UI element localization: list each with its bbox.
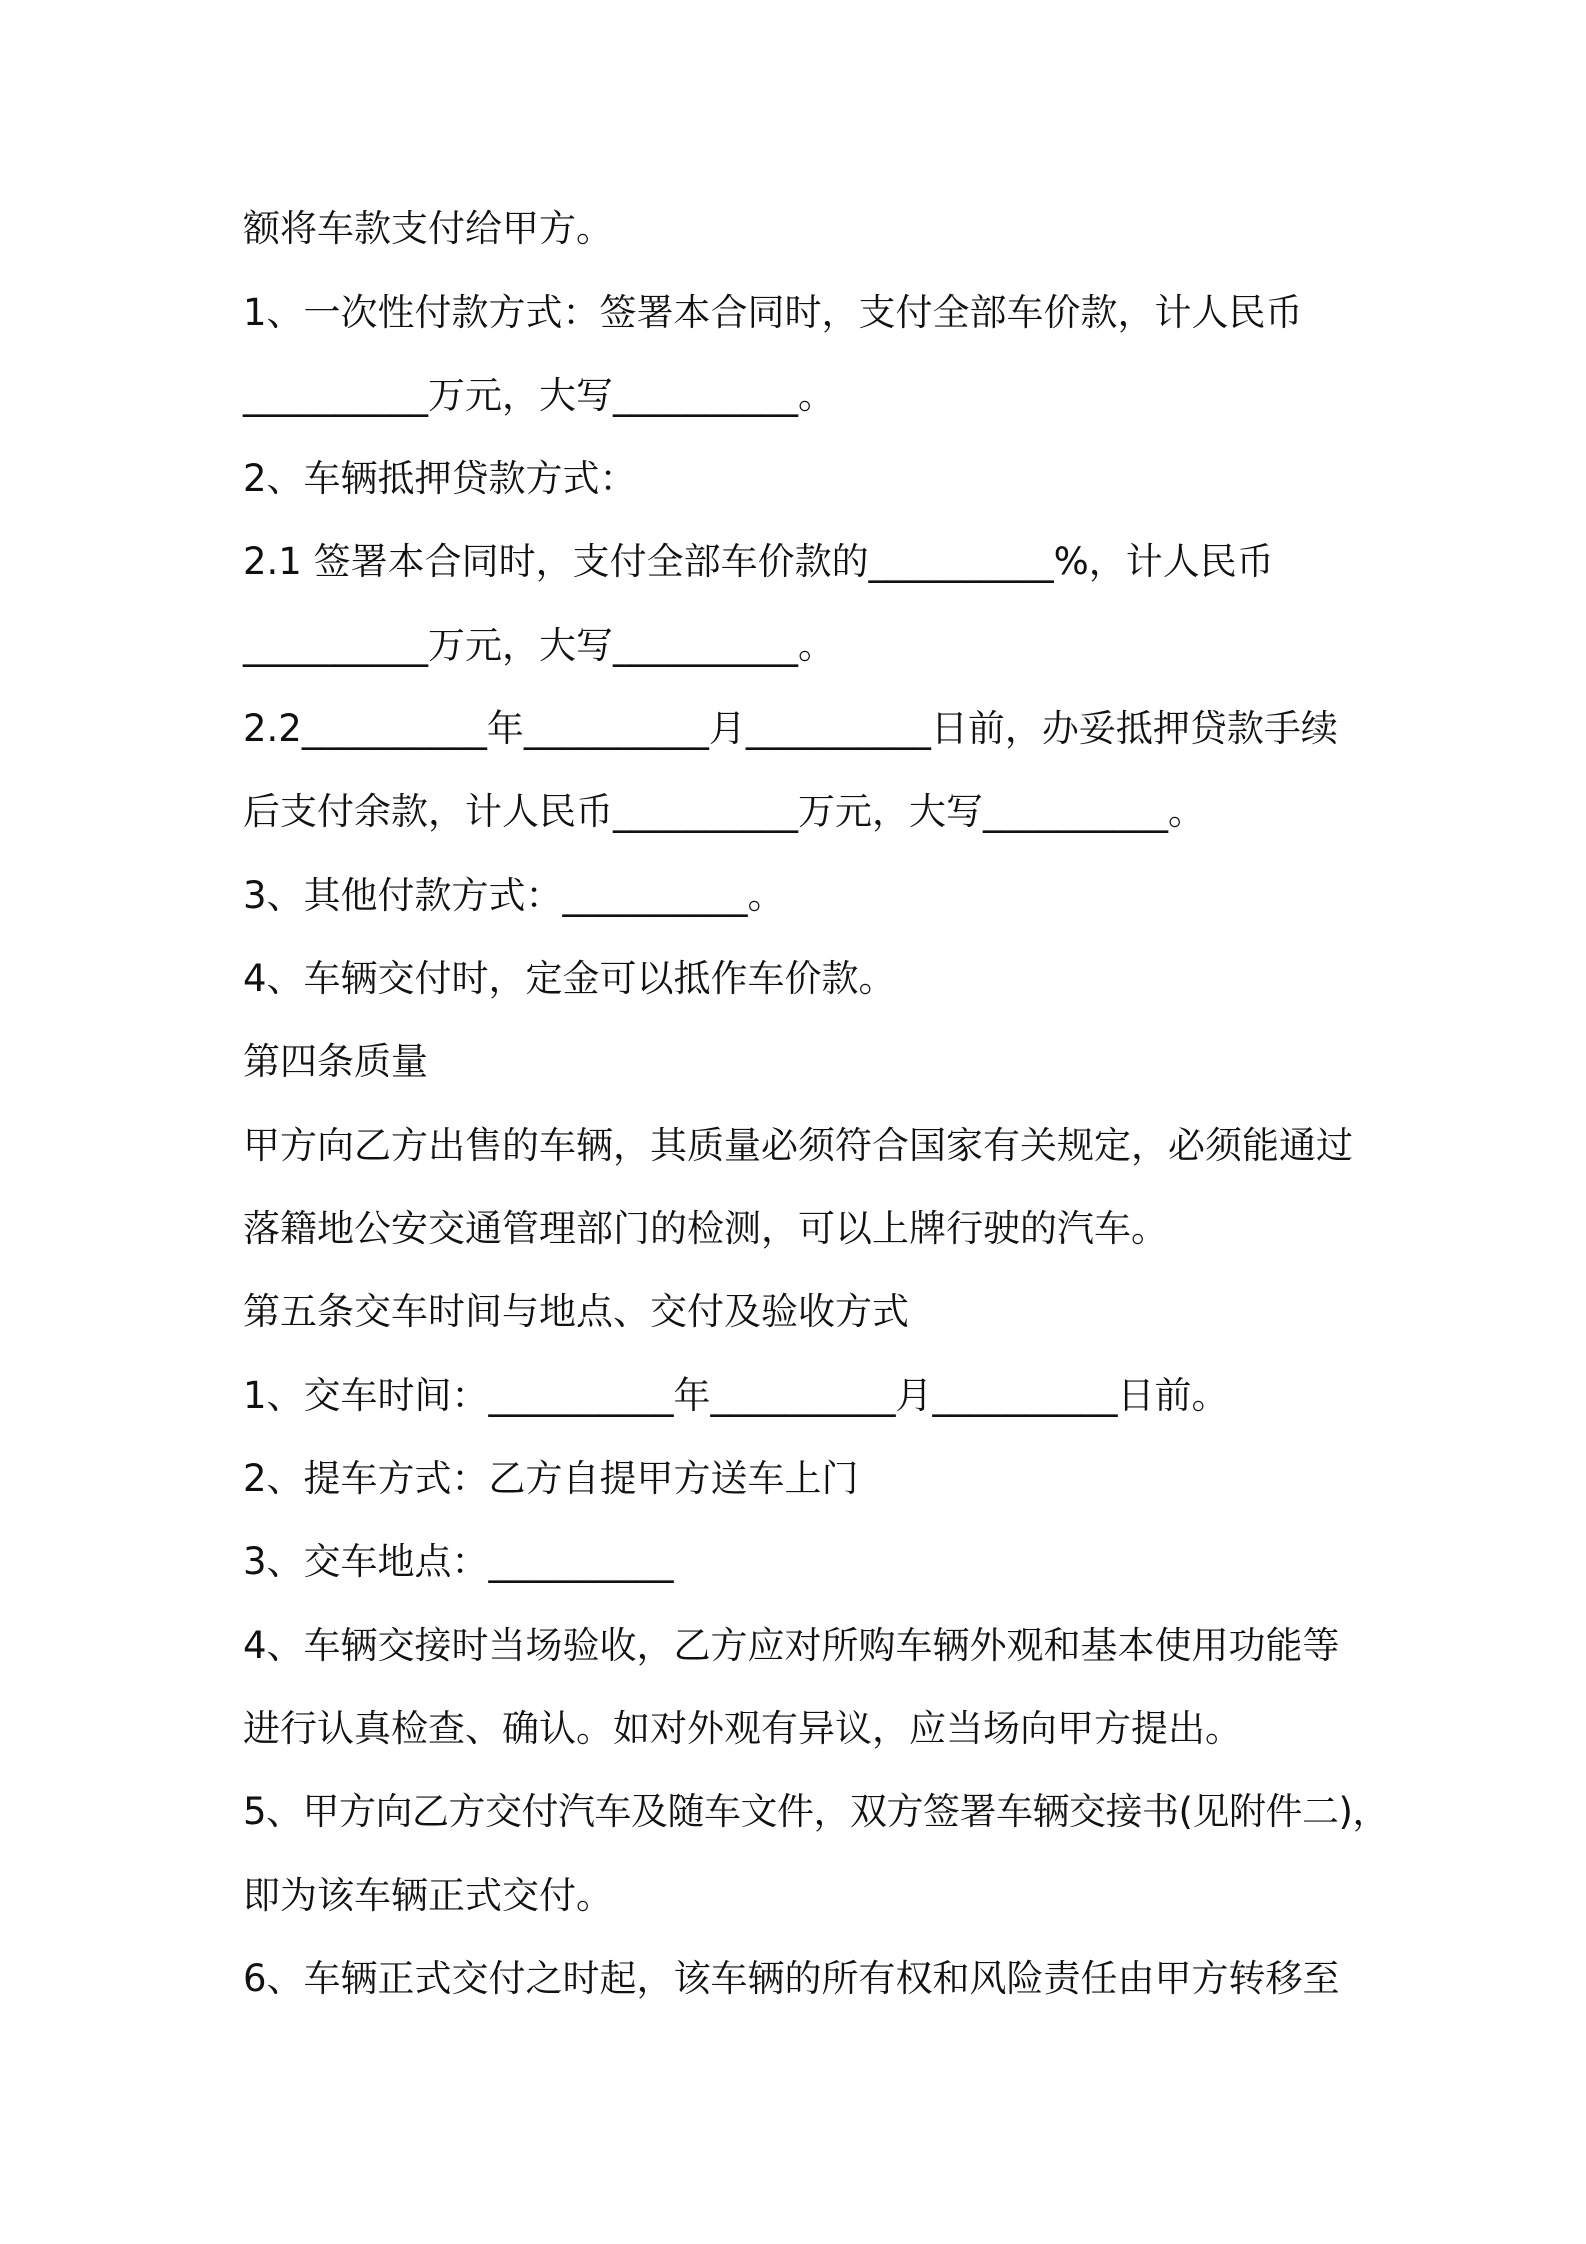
paragraph-line: 进行认真检查、确认。如对外观有异议，应当场向甲方提出。: [243, 1707, 1242, 1750]
paragraph-line: 后支付余款，计人民币__________万元，大写__________。: [243, 790, 1205, 833]
paragraph-line: 甲方向乙方出售的车辆，其质量必须符合国家有关规定，必须能通过: [243, 1124, 1353, 1167]
paragraph-line: __________万元，大写__________。: [243, 624, 835, 667]
paragraph-line: 即为该车辆正式交付。: [243, 1874, 613, 1917]
paragraph-line: 6、车辆正式交付之时起，该车辆的所有权和风险责任由甲方转移至: [243, 1957, 1340, 2000]
paragraph-line: 2.1 签署本合同时，支付全部车价款的__________%，计人民币: [243, 540, 1274, 583]
paragraph-line: 1、交车时间：__________年__________月__________日前。: [243, 1374, 1229, 1417]
paragraph-line: 落籍地公安交通管理部门的检测，可以上牌行驶的汽车。: [243, 1207, 1168, 1250]
paragraph-line: 5、甲方向乙方交付汽车及随车文件，双方签署车辆交接书(见附件二)，: [243, 1790, 1389, 1833]
section-heading: 第四条质量: [243, 1040, 428, 1083]
paragraph-line: 2、提车方式：乙方自提甲方送车上门: [243, 1457, 859, 1500]
paragraph-line: 4、车辆交接时当场验收，乙方应对所购车辆外观和基本使用功能等: [243, 1624, 1340, 1667]
paragraph-line: 2、车辆抵押贷款方式：: [243, 457, 637, 500]
paragraph-line: 4、车辆交付时，定金可以抵作车价款。: [243, 957, 896, 1000]
paragraph-line: 3、其他付款方式：__________。: [243, 874, 785, 917]
paragraph-line: 2.2__________年__________月__________日前，办妥抵押贷款手续: [243, 707, 1338, 750]
paragraph-line: __________万元，大写__________。: [243, 374, 835, 417]
paragraph-line: 3、交车地点：__________: [243, 1540, 674, 1583]
paragraph-line: 额将车款支付给甲方。: [243, 207, 613, 250]
paragraph-line: 1、一次性付款方式：签署本合同时，支付全部车价款，计人民币: [243, 291, 1303, 334]
section-heading: 第五条交车时间与地点、交付及验收方式: [243, 1290, 909, 1333]
